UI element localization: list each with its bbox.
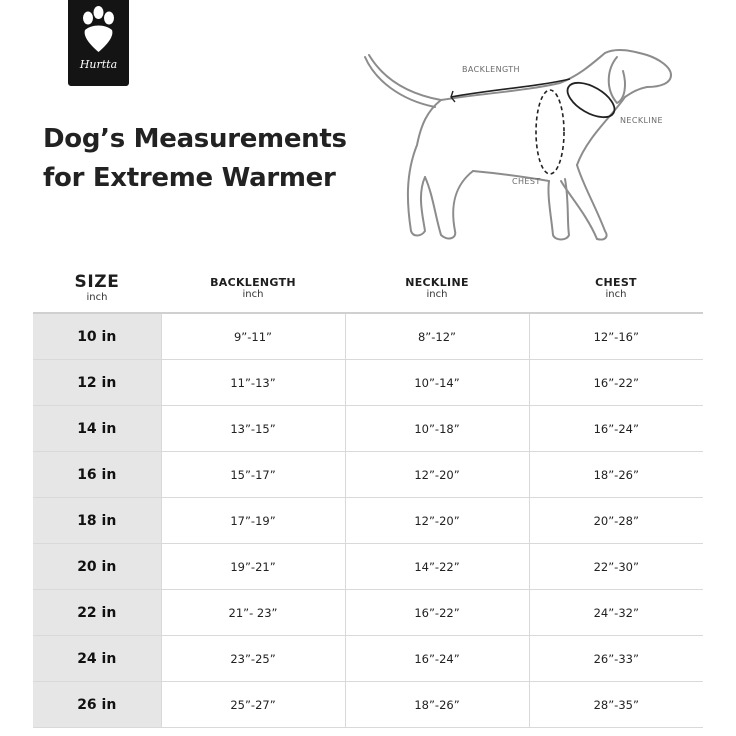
chest-cell: 20”-28” (529, 498, 703, 544)
size-chart-table (33, 265, 703, 728)
chest-cell: 16”-22” (529, 360, 703, 406)
backlength-cell: 23”-25” (161, 636, 345, 682)
backlength-cell: 17”-19” (161, 498, 345, 544)
table-row (33, 406, 703, 452)
backlength-cell: 11”-13” (161, 360, 345, 406)
brand-logo (68, 0, 129, 86)
neckline-label: NECKLINE (620, 116, 663, 125)
size-cell: 14 in (33, 406, 161, 452)
chest-cell: 12”-16” (529, 313, 703, 360)
size-cell: 10 in (33, 313, 161, 360)
neckline-cell: 14”-22” (345, 544, 529, 590)
table-row (33, 590, 703, 636)
backlength-cell: 21”- 23” (161, 590, 345, 636)
page-title (43, 120, 383, 198)
chest-cell: 28”-35” (529, 682, 703, 728)
chest-cell: 18”-26” (529, 452, 703, 498)
size-cell: 22 in (33, 590, 161, 636)
size-cell: 20 in (33, 544, 161, 590)
neckline-cell: 10”-14” (345, 360, 529, 406)
paw-icon (68, 0, 129, 86)
header-backlength: BACKLENGTH inch (210, 275, 296, 300)
backlength-label: BACKLENGTH (462, 65, 520, 74)
neckline-cell: 12”-20” (345, 498, 529, 544)
neckline-cell: 10”-18” (345, 406, 529, 452)
neckline-cell: 18”-26” (345, 682, 529, 728)
chest-cell: 16”-24” (529, 406, 703, 452)
table-row (33, 498, 703, 544)
chest-label: CHEST (512, 177, 541, 186)
backlength-cell: 15”-17” (161, 452, 345, 498)
dog-silhouette-icon (355, 45, 685, 250)
table-header-row (33, 265, 703, 313)
size-cell: 24 in (33, 636, 161, 682)
title-line-2: for Extreme Warmer (43, 163, 336, 193)
neckline-cell: 8”-12” (345, 313, 529, 360)
backlength-cell: 9”-11” (161, 313, 345, 360)
header-neckline: NECKLINE inch (405, 275, 469, 300)
header-size: SIZE inch (74, 271, 120, 303)
neckline-cell: 16”-22” (345, 590, 529, 636)
table-row (33, 544, 703, 590)
backlength-cell: 13”-15” (161, 406, 345, 452)
size-cell: 18 in (33, 498, 161, 544)
neckline-cell: 16”-24” (345, 636, 529, 682)
table-row (33, 636, 703, 682)
backlength-cell: 25”-27” (161, 682, 345, 728)
title-line-1: Dog’s Measurements (43, 124, 347, 154)
header-chest: CHEST inch (595, 275, 637, 300)
chest-cell: 24”-32” (529, 590, 703, 636)
table-row (33, 682, 703, 728)
brand-name: Hurtta (79, 58, 118, 71)
dog-measurement-diagram (355, 45, 685, 250)
chest-cell: 26”-33” (529, 636, 703, 682)
table-row (33, 452, 703, 498)
neckline-cell: 12”-20” (345, 452, 529, 498)
size-cell: 26 in (33, 682, 161, 728)
table-row (33, 313, 703, 360)
chest-cell: 22”-30” (529, 544, 703, 590)
size-cell: 12 in (33, 360, 161, 406)
backlength-cell: 19”-21” (161, 544, 345, 590)
size-cell: 16 in (33, 452, 161, 498)
table-row (33, 360, 703, 406)
